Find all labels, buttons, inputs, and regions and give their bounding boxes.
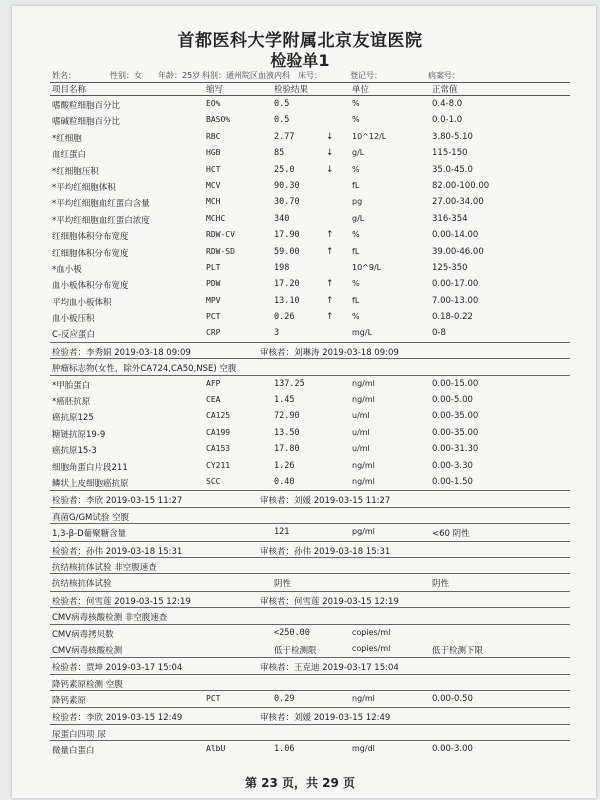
section-title: 尿蛋白四项 尿 — [52, 729, 106, 740]
item-abbr: EO% — [206, 99, 221, 108]
table-row — [50, 741, 570, 757]
signature-row — [50, 342, 570, 359]
item-result: 25.0 — [274, 164, 295, 175]
item-unit: mg/dl — [352, 744, 375, 754]
table-row — [50, 474, 570, 490]
patient-reg: 登记号： — [350, 71, 382, 80]
item-unit: % — [352, 115, 360, 125]
table-row — [50, 145, 570, 161]
item-reference-range: 0.00-1.50 — [432, 476, 473, 487]
item-unit: fL — [352, 180, 360, 190]
table-row — [50, 458, 570, 474]
item-abbr: CY211 — [206, 460, 231, 470]
item-unit: fL — [352, 246, 360, 256]
header-abbr: 缩写 — [206, 85, 224, 95]
table-row — [50, 392, 570, 408]
item-unit: mg/L — [352, 328, 373, 338]
table-row — [50, 641, 570, 657]
item-result: 340 — [274, 213, 290, 224]
table-row — [50, 276, 570, 292]
tester-signature: 检验者：贾坤 2019-03-17 15:04 — [52, 663, 183, 674]
item-reference-range: 316-354 — [432, 213, 468, 224]
abnormal-flag: ↑ — [326, 295, 334, 306]
section-title: 降钙素原检测 空腹 — [52, 679, 123, 690]
item-unit: 10^12/L — [352, 131, 387, 141]
patient-dept: 科别：通州院区血液内科 — [202, 71, 290, 80]
item-abbr: CRP — [206, 328, 221, 338]
item-result: 1.45 — [274, 395, 295, 406]
tester-signature: 检验者：李欣 2019-03-15 12:49 — [52, 713, 183, 724]
patient-age: 年龄：25岁 — [158, 71, 201, 80]
item-name: 抗结核抗体试验 — [52, 579, 112, 590]
item-reference-range: 82.00-100.00 — [432, 180, 490, 191]
item-result: 17.20 — [274, 279, 300, 290]
item-result: <250.00 — [274, 627, 310, 638]
item-unit: pg/ml — [352, 527, 375, 537]
item-unit: fL — [352, 295, 360, 305]
item-name: *红细胞 — [52, 133, 82, 144]
abnormal-flag: ↑ — [326, 279, 334, 290]
item-name: 红细胞体积分布宽度 — [52, 232, 129, 243]
item-abbr: MPV — [206, 295, 221, 305]
item-result: 17.90 — [274, 230, 300, 241]
item-unit: copies/ml — [352, 627, 391, 637]
table-row — [50, 625, 570, 641]
item-name: *平均红细胞血红蛋白浓度 — [52, 215, 150, 226]
table-row — [50, 178, 570, 194]
tester-signature: 检验者：李欣 2019-03-15 11:27 — [52, 496, 183, 507]
item-reference-range: 0.00-31.30 — [432, 444, 479, 455]
item-reference-range: 0.00-14.00 — [432, 230, 479, 241]
item-abbr: HGB — [206, 148, 221, 158]
section-header — [50, 725, 570, 741]
item-name: 癌抗原125 — [52, 413, 94, 424]
reviewer-signature: 审核者：刘媛 2019-03-15 11:27 — [260, 496, 391, 507]
item-name: 血小板体积分布宽度 — [52, 281, 129, 292]
item-reference-range: 39.00-46.00 — [432, 246, 484, 257]
item-unit: copies/ml — [352, 643, 391, 653]
item-result: 137.25 — [274, 378, 305, 389]
item-result: 72.90 — [274, 411, 300, 422]
item-name: CMV病毒核酸检测 — [52, 645, 123, 656]
item-name: *癌胚抗原 — [52, 397, 91, 408]
item-name: 红细胞体积分布宽度 — [52, 248, 129, 259]
item-abbr: PDW — [206, 279, 221, 289]
item-reference-range: 0.0-1.0 — [432, 115, 463, 126]
reviewer-signature: 审核者：何雪莲 2019-03-15 12:19 — [260, 596, 399, 607]
item-reference-range: 0.18-0.22 — [432, 312, 473, 323]
item-result: 90.30 — [274, 180, 300, 191]
item-result: 13.10 — [274, 295, 300, 306]
item-name: 细胞角蛋白片段211 — [52, 462, 128, 473]
item-unit: % — [352, 230, 360, 240]
item-reference-range: 0.00-35.00 — [432, 427, 479, 438]
patient-name-label: 姓名： — [52, 71, 76, 80]
item-reference-range: 0.00-3.30 — [432, 460, 473, 471]
reviewer-signature: 审核者：孙伟 2019-03-18 15:31 — [260, 546, 391, 557]
item-unit: 10^9/L — [352, 262, 382, 272]
item-result: 1.06 — [274, 744, 295, 755]
signature-row — [50, 541, 570, 558]
item-name: 微量白蛋白 — [52, 746, 95, 757]
item-unit: ng/ml — [352, 378, 375, 388]
item-abbr: RDW-SD — [206, 246, 235, 256]
item-name: 1,3-β-D葡聚糖含量 — [52, 529, 127, 540]
table-row — [50, 211, 570, 227]
item-abbr: CEA — [206, 395, 221, 405]
table-row — [50, 441, 570, 457]
table-row — [50, 524, 570, 540]
item-unit: ng/ml — [352, 395, 375, 405]
section-title: 真菌G/GM试验 空腹 — [52, 512, 130, 523]
signature-row — [50, 707, 570, 724]
item-name: *红细胞压积 — [52, 166, 99, 177]
item-reference-range: 35.0-45.0 — [432, 164, 473, 175]
tester-signature: 检验者：何雪莲 2019-03-15 12:19 — [52, 596, 191, 607]
item-unit: % — [352, 279, 360, 289]
section-header — [50, 675, 570, 691]
item-result: 0.5 — [274, 115, 290, 126]
tester-signature: 检验者：李秀娟 2019-03-18 09:09 — [52, 347, 191, 358]
table-row — [50, 260, 570, 276]
item-name: 血小板压积 — [52, 314, 95, 325]
item-unit: u/ml — [352, 444, 370, 454]
table-row — [50, 325, 570, 341]
table-row — [50, 293, 570, 309]
reviewer-signature: 审核者：刘媛 2019-03-15 12:49 — [260, 713, 391, 724]
item-abbr: RDW-CV — [206, 230, 235, 240]
signature-row — [50, 490, 570, 507]
item-unit: ng/ml — [352, 476, 375, 486]
abnormal-flag: ↑ — [326, 230, 334, 241]
item-result: 30.70 — [274, 197, 300, 208]
item-reference-range: 125-350 — [432, 262, 468, 273]
item-abbr: AFP — [206, 378, 221, 388]
item-abbr: PLT — [206, 262, 221, 272]
table-header — [50, 82, 570, 96]
item-result: 3 — [274, 328, 280, 339]
results-table — [50, 96, 570, 758]
item-name: *平均红细胞血红蛋白含量 — [52, 199, 150, 210]
item-unit: % — [352, 99, 360, 108]
item-abbr: CA125 — [206, 411, 231, 421]
item-reference-range: 0.4-8.0 — [432, 99, 463, 109]
item-name: 降钙素原 — [52, 696, 87, 707]
item-reference-range: 3.80-5.10 — [432, 131, 473, 142]
table-row — [50, 309, 570, 325]
item-name: 鳞状上皮细胞癌抗原 — [52, 478, 129, 489]
item-reference-range: 27.00-34.00 — [432, 197, 484, 208]
header-name: 项目名称 — [52, 85, 87, 95]
item-unit: u/ml — [352, 411, 370, 421]
patient-bed: 床号： — [298, 71, 322, 80]
item-reference-range: 0.00-15.00 — [432, 378, 479, 389]
item-reference-range: 0-8 — [432, 328, 446, 339]
item-reference-range: 7.00-13.00 — [432, 295, 479, 306]
form-title: 检验单1 — [270, 51, 330, 70]
item-result: 0.5 — [274, 99, 290, 109]
item-reference-range: 115-150 — [432, 148, 468, 159]
item-name: *甲胎蛋白 — [52, 380, 91, 391]
abnormal-flag: ↓ — [326, 164, 334, 175]
item-abbr: MCV — [206, 180, 221, 190]
item-abbr: AlbU — [206, 744, 226, 754]
item-result: 198 — [274, 262, 290, 273]
item-name: 癌抗原15-3 — [52, 446, 97, 457]
item-unit: g/L — [352, 213, 365, 223]
item-name: 嗜酸粒细胞百分比 — [52, 101, 121, 111]
item-reference-range: 阴性 — [432, 579, 450, 590]
item-abbr: HCT — [206, 164, 221, 174]
header-result: 检验结果 — [274, 85, 309, 95]
patient-case: 病案号： — [428, 71, 460, 80]
item-result: 0.29 — [274, 694, 295, 705]
item-result: 低于检测限 — [274, 645, 317, 656]
item-name: 平均血小板体积 — [52, 297, 112, 308]
item-result: 2.77 — [274, 131, 295, 142]
reviewer-signature: 审核者：刘琳涛 2019-03-18 09:09 — [260, 347, 399, 358]
section-title: CMV病毒核酸检测 非空腹速查 — [52, 613, 168, 624]
item-result: 0.26 — [274, 312, 295, 323]
item-unit: pg — [352, 197, 363, 207]
table-row — [50, 574, 570, 590]
signature-row — [50, 591, 570, 608]
abnormal-flag: ↓ — [326, 131, 334, 142]
table-row — [50, 408, 570, 424]
header-range: 正常值 — [432, 85, 458, 95]
table-row — [50, 112, 570, 128]
header-unit: 单位 — [352, 85, 370, 95]
section-title: 肿瘤标志物(女性，除外CA724,CA50,NSE) 空腹 — [52, 364, 237, 375]
item-abbr: SCC — [206, 476, 221, 486]
table-row — [50, 425, 570, 441]
item-reference-range: 0.00-3.00 — [432, 744, 473, 755]
item-abbr: MCH — [206, 197, 221, 207]
item-name: CMV病毒拷贝数 — [52, 629, 114, 640]
item-reference-range: 0.00-35.00 — [432, 411, 479, 422]
item-reference-range: 0.00-17.00 — [432, 279, 479, 290]
item-result: 59.00 — [274, 246, 300, 257]
table-row — [50, 691, 570, 707]
item-result: 阴性 — [274, 579, 292, 590]
hospital-name: 首都医科大学附属北京友谊医院 — [177, 31, 423, 51]
item-name: 血红蛋白 — [52, 150, 87, 161]
item-reference-range: 0.00-0.50 — [432, 694, 473, 705]
section-header — [50, 359, 570, 375]
item-name: *平均红细胞体积 — [52, 182, 116, 193]
section-header — [50, 608, 570, 624]
item-name: *血小板 — [52, 264, 82, 275]
item-reference-range: <60 阴性 — [432, 529, 470, 540]
item-unit: % — [352, 164, 360, 174]
abnormal-flag: ↑ — [326, 246, 334, 257]
item-unit: ng/ml — [352, 460, 375, 470]
item-result: 13.50 — [274, 427, 300, 438]
item-abbr: CA199 — [206, 427, 231, 437]
patient-info — [50, 68, 570, 83]
page-footer: 第 23 页，共 29 页 — [244, 776, 356, 790]
item-unit: u/ml — [352, 427, 370, 437]
signature-row — [50, 657, 570, 674]
item-reference-range: 低于检测下限 — [432, 645, 484, 656]
abnormal-flag: ↓ — [326, 148, 334, 159]
item-result: 0.40 — [274, 476, 295, 487]
section-header — [50, 508, 570, 524]
item-unit: % — [352, 312, 360, 322]
item-reference-range: 0.00-5.00 — [432, 395, 473, 406]
item-result: 17.80 — [274, 444, 300, 455]
item-abbr: CA153 — [206, 444, 231, 454]
item-result: 121 — [274, 527, 290, 538]
table-row — [50, 194, 570, 210]
item-name: C-反应蛋白 — [52, 330, 96, 341]
item-unit: g/L — [352, 148, 365, 158]
table-row — [50, 129, 570, 145]
item-abbr: MCHC — [206, 213, 226, 223]
item-name: 嗜碱粒细胞百分比 — [52, 117, 121, 128]
table-row — [50, 162, 570, 178]
item-result: 1.26 — [274, 460, 295, 471]
item-abbr: PCT — [206, 312, 221, 322]
abnormal-flag: ↑ — [326, 312, 334, 323]
reviewer-signature: 审核者：王克迪 2019-03-17 15:04 — [260, 663, 399, 674]
section-header — [50, 558, 570, 574]
table-row — [50, 244, 570, 260]
patient-sex: 性别：女 — [110, 71, 142, 80]
item-unit: ng/ml — [352, 694, 375, 704]
item-result: 85 — [274, 148, 285, 159]
table-row — [50, 376, 570, 392]
item-abbr: PCT — [206, 694, 221, 704]
tester-signature: 检验者：孙伟 2019-03-18 15:31 — [52, 546, 183, 557]
item-abbr: RBC — [206, 131, 221, 141]
item-name: 糖链抗原19-9 — [52, 429, 106, 440]
table-row — [50, 96, 570, 112]
table-row — [50, 227, 570, 243]
section-title: 抗结核抗体试验 非空腹速查 — [52, 562, 157, 573]
item-abbr: BASO% — [206, 115, 231, 125]
